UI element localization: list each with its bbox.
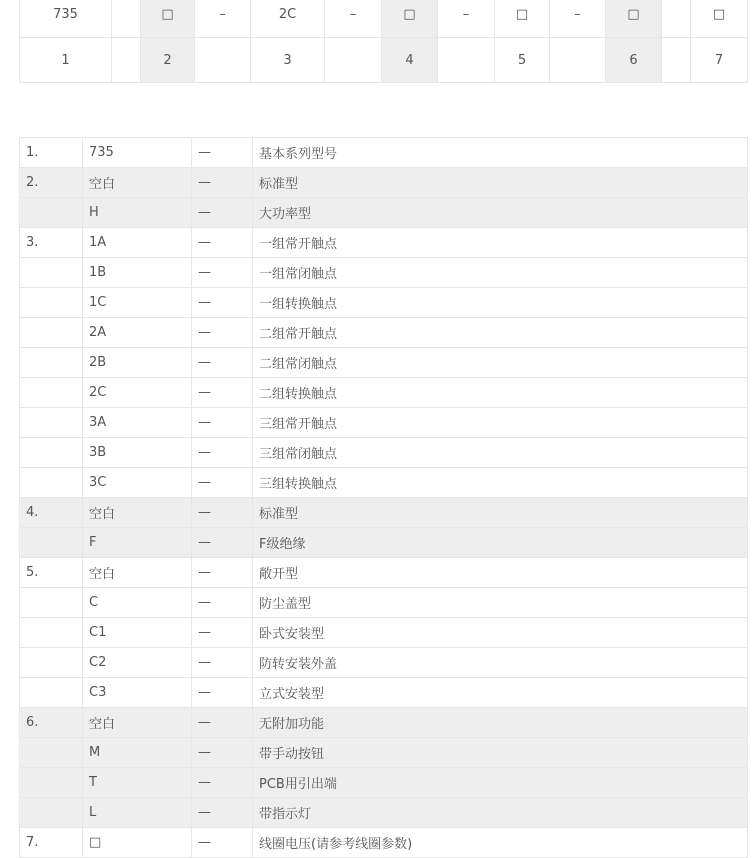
legend-num-cell: 5. — [20, 558, 83, 588]
legend-row — [20, 738, 748, 768]
code-cell-10 — [606, 0, 662, 38]
legend-row — [20, 588, 748, 618]
legend-code-cell: L — [83, 798, 192, 828]
legend-dash-cell: — — [192, 378, 253, 408]
legend-desc-cell: 敞开型 — [253, 558, 748, 588]
legend-desc-cell: 带指示灯 — [253, 798, 748, 828]
code-value: 2C — [278, 6, 297, 22]
legend-dash-cell: — — [192, 618, 253, 648]
legend-row — [20, 678, 748, 708]
legend-dash-cell: — — [192, 318, 253, 348]
position-row — [20, 38, 748, 83]
code-value: – — [349, 6, 357, 22]
position-cell-2 — [141, 38, 195, 83]
legend-code-cell: □ — [83, 828, 192, 858]
legend-num-cell — [20, 648, 83, 678]
code-cell-8 — [495, 0, 550, 38]
code-cell-9 — [550, 0, 606, 38]
legend-desc-cell: 一组常开触点 — [253, 228, 748, 258]
legend-row — [20, 438, 748, 468]
legend-num-cell: 7. — [20, 828, 83, 858]
legend-dash-cell: — — [192, 798, 253, 828]
legend-num-cell: 6. — [20, 708, 83, 738]
legend-row — [20, 258, 748, 288]
legend-dash-cell: — — [192, 168, 253, 198]
code-value: – — [574, 6, 581, 22]
position-cell-0 — [20, 38, 112, 83]
legend-dash-cell: — — [192, 198, 253, 228]
legend-num-cell — [20, 528, 83, 558]
legend-dash-cell: — — [192, 768, 253, 798]
legend-desc-cell: 无附加功能 — [253, 708, 748, 738]
legend-num-cell — [20, 258, 83, 288]
legend-num-cell — [20, 318, 83, 348]
legend-desc-cell: 线圈电压(请参考线圈参数) — [253, 828, 748, 858]
legend-num-cell — [20, 678, 83, 708]
legend-desc-cell: 三组转换触点 — [253, 468, 748, 498]
position-cell-4 — [251, 38, 325, 83]
legend-row — [20, 768, 748, 798]
legend-code-cell: M — [83, 738, 192, 768]
code-value: – — [219, 6, 226, 22]
legend-desc-cell: 防转安装外盖 — [253, 648, 748, 678]
legend-dash-cell: — — [192, 228, 253, 258]
position-cell-7 — [438, 38, 495, 83]
code-cell-5 — [325, 0, 382, 38]
legend-num-cell — [20, 738, 83, 768]
legend-row — [20, 408, 748, 438]
legend-num-cell — [20, 768, 83, 798]
legend-num-cell — [20, 468, 83, 498]
legend-code-cell: H — [83, 198, 192, 228]
code-cell-12 — [691, 0, 748, 38]
position-cell-10 — [606, 38, 662, 83]
legend-dash-cell: — — [192, 498, 253, 528]
legend-desc-cell: 立式安装型 — [253, 678, 748, 708]
legend-desc-cell: 二组常开触点 — [253, 318, 748, 348]
legend-code-cell: 1A — [83, 228, 192, 258]
position-cell-5 — [325, 38, 382, 83]
legend-desc-cell: 二组常闭触点 — [253, 348, 748, 378]
code-value: □ — [403, 6, 416, 22]
legend-num-cell — [20, 618, 83, 648]
legend-code-cell: 735 — [83, 138, 192, 168]
legend-num-cell: 3. — [20, 228, 83, 258]
code-value: 735 — [53, 6, 78, 22]
legend-desc-cell: 卧式安装型 — [253, 618, 748, 648]
legend-row — [20, 618, 748, 648]
legend-num-cell: 1. — [20, 138, 83, 168]
legend-row — [20, 648, 748, 678]
legend-row — [20, 828, 748, 858]
legend-dash-cell: — — [192, 708, 253, 738]
legend-dash-cell: — — [192, 648, 253, 678]
legend-row — [20, 138, 748, 168]
code-value: □ — [515, 6, 529, 22]
legend-code-cell: C3 — [83, 678, 192, 708]
legend-code-cell: 空白 — [83, 708, 192, 738]
legend-row — [20, 498, 748, 528]
legend-code-cell: 2C — [83, 378, 192, 408]
legend-dash-cell: — — [192, 678, 253, 708]
legend-desc-cell: 大功率型 — [253, 198, 748, 228]
legend-row — [20, 708, 748, 738]
legend-code-cell: 空白 — [83, 168, 192, 198]
legend-code-cell: C1 — [83, 618, 192, 648]
position-number: 3 — [283, 52, 292, 68]
legend-desc-cell: 基本系列型号 — [253, 138, 748, 168]
position-number: 1 — [61, 52, 70, 68]
legend-dash-cell: — — [192, 258, 253, 288]
legend-row — [20, 228, 748, 258]
position-cell-6 — [382, 38, 438, 83]
legend-num-cell — [20, 288, 83, 318]
code-cell-4 — [251, 0, 325, 38]
legend-dash-cell: — — [192, 138, 253, 168]
legend-num-cell: 2. — [20, 168, 83, 198]
position-number: 2 — [163, 52, 172, 68]
position-cell-1 — [112, 38, 141, 83]
legend-desc-cell: 三组常闭触点 — [253, 438, 748, 468]
legend-code-cell: 3C — [83, 468, 192, 498]
code-row — [20, 0, 748, 38]
legend-num-cell — [20, 588, 83, 618]
part-code-table — [19, 0, 748, 83]
legend-num-cell — [20, 798, 83, 828]
legend-desc-cell: 一组常闭触点 — [253, 258, 748, 288]
position-cell-9 — [550, 38, 606, 83]
legend-row — [20, 468, 748, 498]
legend-num-cell — [20, 408, 83, 438]
legend-desc-cell: PCB用引出端 — [253, 768, 748, 798]
code-cell-2 — [141, 0, 195, 38]
legend-desc-cell: 标准型 — [253, 168, 748, 198]
legend-desc-cell: 标准型 — [253, 498, 748, 528]
legend-row — [20, 168, 748, 198]
legend-code-cell: 2B — [83, 348, 192, 378]
position-number: 7 — [714, 52, 724, 68]
position-cell-3 — [195, 38, 251, 83]
legend-num-cell — [20, 198, 83, 228]
legend-desc-cell: 三组常开触点 — [253, 408, 748, 438]
legend-row — [20, 318, 748, 348]
code-cell-1 — [112, 0, 141, 38]
legend-row — [20, 378, 748, 408]
position-number: 4 — [405, 52, 414, 68]
code-cell-6 — [382, 0, 438, 38]
legend-code-cell: C — [83, 588, 192, 618]
legend-code-cell: 空白 — [83, 498, 192, 528]
legend-dash-cell: — — [192, 738, 253, 768]
legend-code-cell: 3A — [83, 408, 192, 438]
legend-desc-cell: 二组转换触点 — [253, 378, 748, 408]
legend-desc-cell: 带手动按钮 — [253, 738, 748, 768]
position-cell-11 — [662, 38, 691, 83]
code-cell-7 — [438, 0, 495, 38]
legend-code-cell: C2 — [83, 648, 192, 678]
position-cell-12 — [691, 38, 748, 83]
legend-row — [20, 348, 748, 378]
position-number: 6 — [629, 52, 638, 68]
legend-row — [20, 198, 748, 228]
legend-dash-cell: — — [192, 438, 253, 468]
legend-dash-cell: — — [192, 408, 253, 438]
legend-code-cell: F — [83, 528, 192, 558]
position-number: 5 — [517, 52, 527, 68]
position-cell-8 — [495, 38, 550, 83]
legend-dash-cell: — — [192, 288, 253, 318]
legend-num-cell — [20, 378, 83, 408]
code-value: – — [462, 6, 470, 22]
code-legend-table — [19, 137, 748, 858]
legend-row — [20, 798, 748, 828]
code-value: □ — [161, 6, 174, 22]
legend-dash-cell: — — [192, 558, 253, 588]
legend-num-cell — [20, 438, 83, 468]
legend-code-cell: 2A — [83, 318, 192, 348]
code-cell-3 — [195, 0, 251, 38]
legend-desc-cell: F级绝缘 — [253, 528, 748, 558]
legend-code-cell: 1C — [83, 288, 192, 318]
legend-dash-cell: — — [192, 468, 253, 498]
code-value: □ — [712, 6, 726, 22]
legend-dash-cell: — — [192, 348, 253, 378]
legend-code-cell: 1B — [83, 258, 192, 288]
legend-code-cell: T — [83, 768, 192, 798]
legend-code-cell: 3B — [83, 438, 192, 468]
code-value: □ — [627, 6, 640, 22]
legend-desc-cell: 一组转换触点 — [253, 288, 748, 318]
legend-code-cell: 空白 — [83, 558, 192, 588]
legend-desc-cell: 防尘盖型 — [253, 588, 748, 618]
legend-num-cell: 4. — [20, 498, 83, 528]
code-cell-0 — [20, 0, 112, 38]
code-cell-11 — [662, 0, 691, 38]
legend-row — [20, 558, 748, 588]
legend-row — [20, 528, 748, 558]
legend-num-cell — [20, 348, 83, 378]
legend-dash-cell: — — [192, 588, 253, 618]
legend-dash-cell: — — [192, 528, 253, 558]
legend-dash-cell: — — [192, 828, 253, 858]
legend-row — [20, 288, 748, 318]
